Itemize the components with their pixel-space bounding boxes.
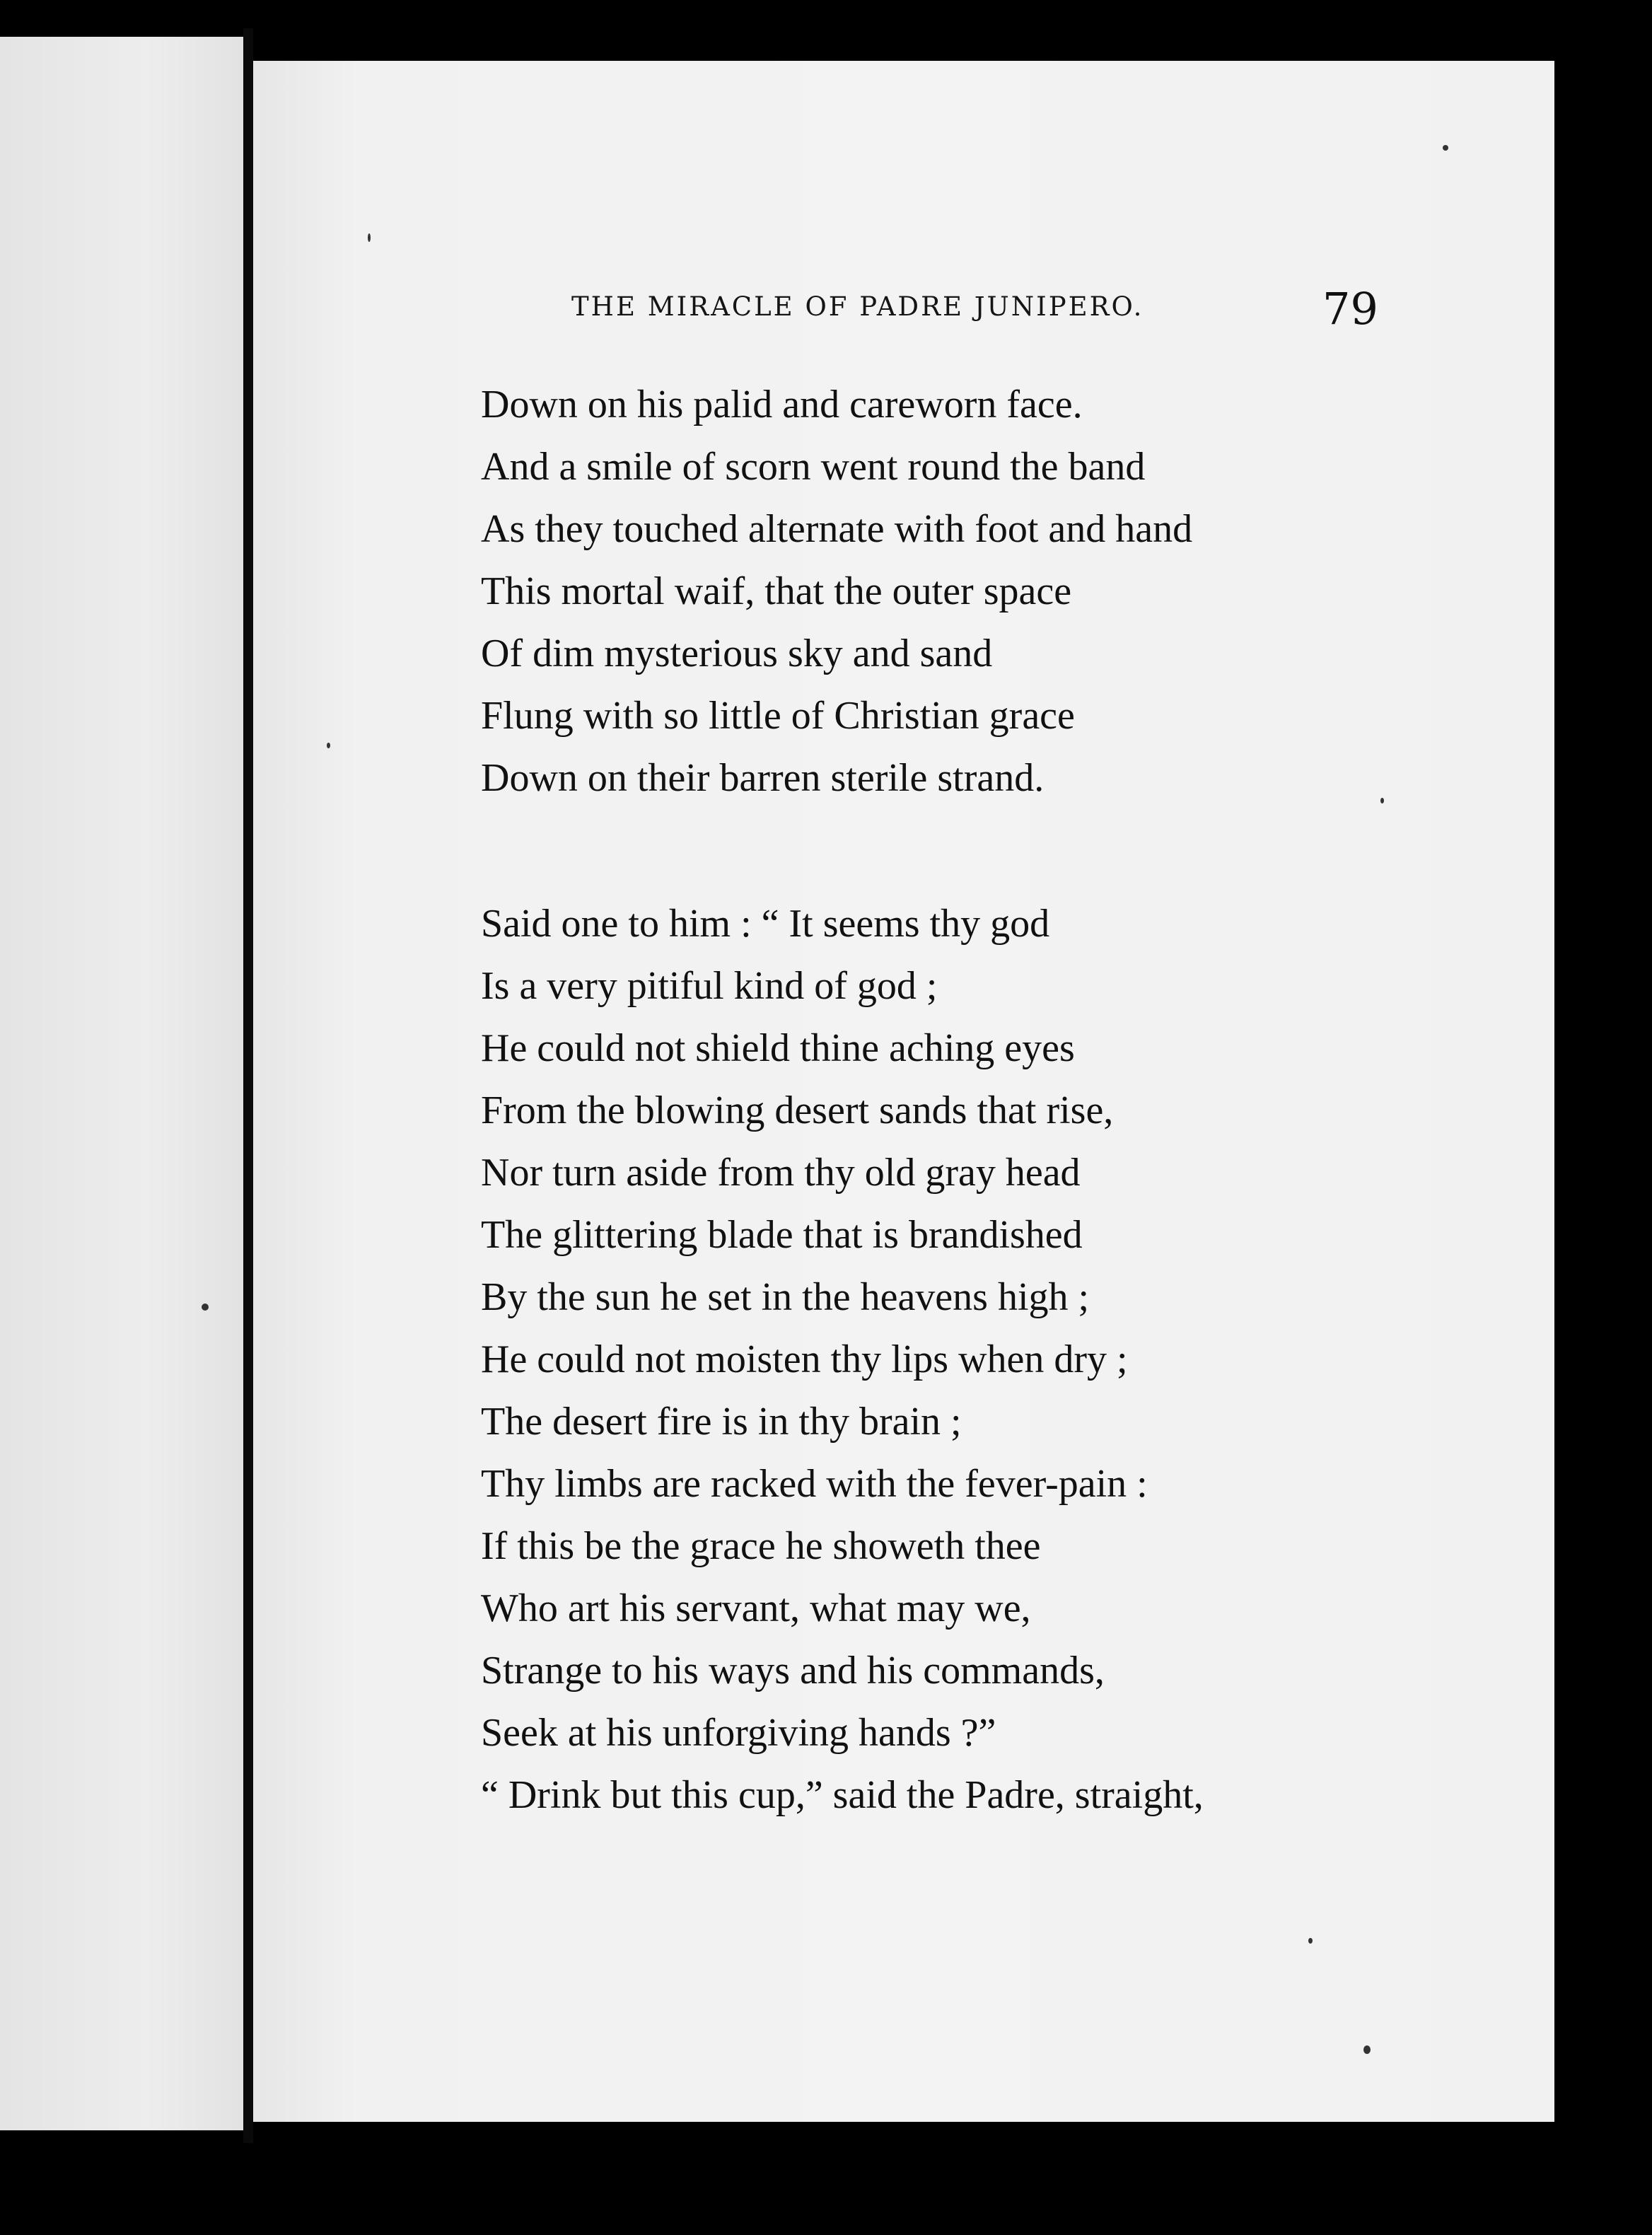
book-gutter <box>243 28 253 2143</box>
verse-line: The desert fire is in thy brain ; <box>481 1400 962 1444</box>
verse-line: Down on his palid and careworn face. <box>481 383 1083 426</box>
verse-line: By the sun he set in the heavens high ; <box>481 1275 1090 1319</box>
verse-line: Is a very pitiful kind of god ; <box>481 964 938 1008</box>
verse-line: Strange to his ways and his commands, <box>481 1649 1105 1693</box>
scan-speck <box>202 1304 209 1311</box>
previous-page-edge <box>0 37 243 2130</box>
verse-line: Who art his servant, what may we, <box>481 1586 1031 1630</box>
scan-speck <box>327 743 330 748</box>
scan-speck <box>1380 798 1384 803</box>
page-number: 79 <box>1322 283 1378 335</box>
stanza-2 <box>481 893 1365 1826</box>
verse-line: Nor turn aside from thy old gray head <box>481 1151 1081 1195</box>
scan-speck <box>1443 145 1448 151</box>
verse-line: From the blowing desert sands that rise, <box>481 1089 1114 1132</box>
verse-line: “ Drink but this cup,” said the Padre, straight, <box>481 1773 1204 1817</box>
verse-line: This mortal waif, that the outer space <box>481 569 1072 613</box>
verse-line: And a smile of scorn went round the band <box>481 445 1146 489</box>
scan-speck <box>1363 2045 1371 2054</box>
verse-line: Said one to him : “ It seems thy god <box>481 902 1050 946</box>
verse-line: Of dim mysterious sky and sand <box>481 632 993 675</box>
verse-line: He could not shield thine aching eyes <box>481 1026 1075 1070</box>
scan-speck <box>368 233 371 242</box>
verse-line: The glittering blade that is brandished <box>481 1213 1083 1257</box>
scan-speck <box>1308 1938 1313 1944</box>
verse-line: He could not moisten thy lips when dry ; <box>481 1337 1128 1381</box>
running-head: THE MIRACLE OF PADRE JUNIPERO. <box>571 291 1144 322</box>
verse-line: Down on their barren sterile strand. <box>481 756 1045 800</box>
stanza-1 <box>481 373 1365 809</box>
verse-line: Flung with so little of Christian grace <box>481 694 1075 738</box>
verse-line: If this be the grace he showeth thee <box>481 1524 1041 1568</box>
verse-line: Thy limbs are racked with the fever-pain : <box>481 1462 1148 1506</box>
verse-line: As they touched alternate with foot and hand <box>481 507 1193 551</box>
verse-line: Seek at his unforgiving hands ?” <box>481 1711 996 1755</box>
